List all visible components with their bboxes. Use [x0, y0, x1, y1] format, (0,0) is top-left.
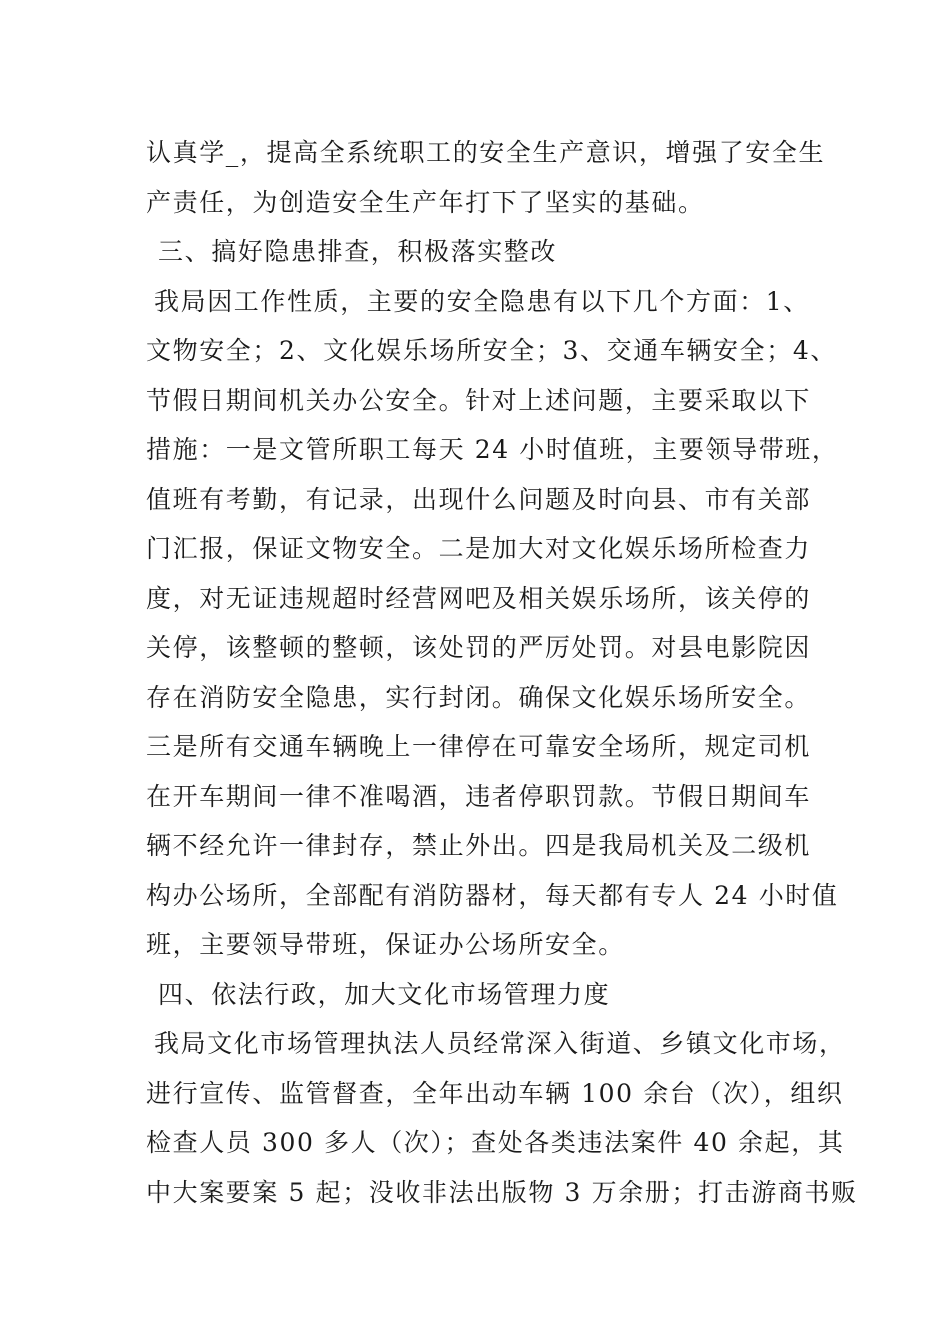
- text-line: 措施：一是文管所职工每天 24 小时值班，主要领导带班，: [146, 435, 839, 464]
- text-line: 产责任，为创造安全生产年打下了坚实的基础。: [146, 187, 705, 217]
- paragraph-first-line: 我局因工作性质，主要的安全隐患有以下几个方面：1、: [154, 286, 810, 316]
- text-line: 构办公场所，全部配有消防器材，每天都有专人 24 小时值: [146, 880, 839, 910]
- text-line: 文物安全；2、文化娱乐场所安全；3、交通车辆安全；4、: [146, 336, 837, 365]
- text-line: 节假日期间机关办公安全。针对上述问题，主要采取以下: [146, 385, 812, 415]
- document-body: [146, 128, 858, 1217]
- text-line: 辆不经允许一律封存，禁止外出。四是我局机关及二级机: [146, 831, 812, 860]
- text-line: 度，对无证违规超时经营网吧及相关娱乐场所，该关停的: [146, 583, 812, 613]
- text-line: 认真学_，提高全系统职工的安全生产意识，增强了安全生: [146, 138, 826, 167]
- text-line: 值班有考勤，有记录，出现什么问题及时向县、市有关部: [146, 484, 812, 514]
- text-line: 存在消防安全隐患，实行封闭。确保文化娱乐场所安全。: [146, 682, 812, 712]
- text-line: 三是所有交通车辆晚上一律停在可靠安全场所，规定司机: [146, 732, 812, 761]
- text-line: 中大案要案 5 起；没收非法出版物 3 万余册；打击游商书贩: [146, 1177, 858, 1207]
- section-heading: 三、搞好隐患排查，积极落实整改: [158, 237, 558, 266]
- text-line: 进行宣传、监管督查，全年出动车辆 100 余台（次），组织: [146, 1078, 844, 1108]
- text-line: 门汇报，保证文物安全。二是加大对文化娱乐场所检查力: [146, 534, 812, 563]
- text-line: 在开车期间一律不准喝酒，违者停职罚款。节假日期间车: [146, 781, 812, 811]
- paragraph-first-line: 我局文化市场管理执法人员经常深入街道、乡镇文化市场，: [154, 1029, 846, 1058]
- text-line: 检查人员 300 多人（次）；查处各类违法案件 40 余起，其: [146, 1128, 845, 1157]
- text-line: 关停，该整顿的整顿，该处罚的严厉处罚。对县电影院因: [146, 633, 812, 662]
- text-line: 班，主要领导带班，保证办公场所安全。: [146, 930, 625, 959]
- section-heading: 四、依法行政，加大文化市场管理力度: [158, 979, 611, 1009]
